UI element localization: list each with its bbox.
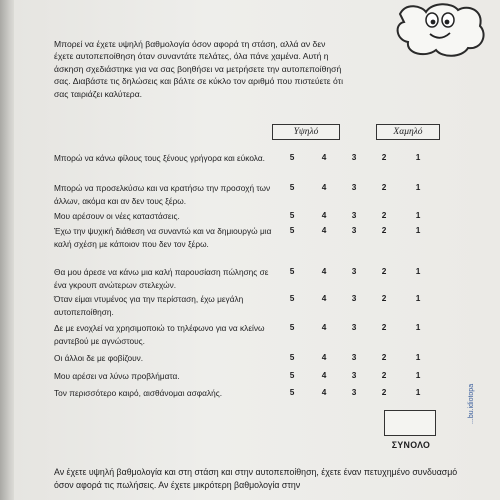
score-3[interactable]: 3 <box>351 352 357 362</box>
statement-text: Τον περισσότερο καιρό, αισθάνομαι ασφαλής. <box>54 388 223 398</box>
statement-text: Μπορώ να προσελκύσω και να κρατήσω την προσοχή των άλλων, ακόμα και αν δεν τους ξέρω. <box>54 183 271 206</box>
score-5[interactable]: 5 <box>289 370 295 380</box>
intro-paragraph: Μπορεί να έχετε υψηλή βαθμολογία όσον αφορά τη στάση, αλλά αν δεν έχετε αυτοπεποίθηση όταν συναντάτε πελάτες, όλα πάνε χαμένα. Αυτή η άσκηση σχεδιάστηκε για να σας βοηθήσει να μετρήσετε την αυτοπεποίθησή σας. Διαβάστε τις δηλώσεις και βάλτε σε κύκλο τον αριθμό που πιστεύετε ότι σας ταιριάζει καλύτερα. <box>54 39 343 99</box>
score-5[interactable]: 5 <box>289 225 295 235</box>
statement-text: Όταν είμαι ντυμένος για την περίσταση, έχω μεγάλη αυτοπεποίθηση. <box>54 294 244 317</box>
score-2[interactable]: 2 <box>381 266 387 276</box>
score-1[interactable]: 1 <box>415 266 421 276</box>
score-5[interactable]: 5 <box>289 387 295 397</box>
score-1[interactable]: 1 <box>415 352 421 362</box>
score-5[interactable]: 5 <box>289 352 295 362</box>
score-5[interactable]: 5 <box>289 210 295 220</box>
cloud-mascot-icon <box>392 0 492 62</box>
score-5[interactable]: 5 <box>289 293 295 303</box>
score-2[interactable]: 2 <box>381 322 387 332</box>
footer-paragraph: Αν έχετε υψηλή βαθμολογία και στη στάση και στην αυτοπεποίθηση, έχετε έναν πετυχημένο συνδυασμό όσον αφορά τις πωλήσεις. Αν έχετε μικρότερη βαθμολογία στην <box>54 467 458 490</box>
total-label: ΣΥΝΟΛΟ <box>391 440 431 450</box>
score-3[interactable]: 3 <box>351 225 357 235</box>
score-2[interactable]: 2 <box>381 293 387 303</box>
score-2[interactable]: 2 <box>381 210 387 220</box>
scale-high-header: Υψηλό <box>272 124 340 140</box>
statement-text: Μου αρέσουν οι νέες καταστάσεις. <box>54 211 180 221</box>
score-1[interactable]: 1 <box>415 387 421 397</box>
score-4[interactable]: 4 <box>321 322 327 332</box>
score-4[interactable]: 4 <box>321 225 327 235</box>
score-2[interactable]: 2 <box>381 370 387 380</box>
side-handwritten-note: ...bu.idiotopa <box>468 383 475 424</box>
statement-text: Οι άλλοι δε με φοβίζουν. <box>54 353 144 363</box>
score-5[interactable]: 5 <box>289 152 295 162</box>
score-1[interactable]: 1 <box>415 322 421 332</box>
score-1[interactable]: 1 <box>415 370 421 380</box>
score-2[interactable]: 2 <box>381 152 387 162</box>
score-3[interactable]: 3 <box>351 322 357 332</box>
score-2[interactable]: 2 <box>381 182 387 192</box>
score-3[interactable]: 3 <box>351 210 357 220</box>
score-5[interactable]: 5 <box>289 266 295 276</box>
statement-text: Μπορώ να κάνω φίλους τους ξένους γρήγορα και εύκολα. <box>54 153 265 163</box>
score-1[interactable]: 1 <box>415 210 421 220</box>
score-1[interactable]: 1 <box>415 293 421 303</box>
score-3[interactable]: 3 <box>351 370 357 380</box>
score-3[interactable]: 3 <box>351 266 357 276</box>
score-4[interactable]: 4 <box>321 370 327 380</box>
score-3[interactable]: 3 <box>351 152 357 162</box>
score-5[interactable]: 5 <box>289 182 295 192</box>
score-4[interactable]: 4 <box>321 387 327 397</box>
statement-text: Δε με ενοχλεί να χρησιμοποιώ το τηλέφωνο για να κλείνω ραντεβού με αγνώστους. <box>54 323 265 346</box>
score-5[interactable]: 5 <box>289 322 295 332</box>
scale-low-header: Χαμηλό <box>376 124 440 140</box>
score-2[interactable]: 2 <box>381 387 387 397</box>
score-4[interactable]: 4 <box>321 266 327 276</box>
score-4[interactable]: 4 <box>321 352 327 362</box>
score-3[interactable]: 3 <box>351 293 357 303</box>
total-score-box[interactable] <box>384 410 436 436</box>
statement-text: Έχω την ψυχική διάθεση να συναντώ και να δημιουργώ μια καλή σχέση με κάποιον που δεν τον ξέρω. <box>54 226 272 249</box>
score-4[interactable]: 4 <box>321 152 327 162</box>
score-2[interactable]: 2 <box>381 352 387 362</box>
book-binding-shadow <box>0 0 14 500</box>
score-2[interactable]: 2 <box>381 225 387 235</box>
score-4[interactable]: 4 <box>321 210 327 220</box>
score-1[interactable]: 1 <box>415 182 421 192</box>
score-4[interactable]: 4 <box>321 293 327 303</box>
statement-text: Θα μου άρεσε να κάνω μια καλή παρουσίαση πώλησης σε ένα γκρουπ ανώτερων στελεχών. <box>54 267 269 290</box>
score-4[interactable]: 4 <box>321 182 327 192</box>
score-3[interactable]: 3 <box>351 387 357 397</box>
statement-text: Μου αρέσει να λύνω προβλήματα. <box>54 371 180 381</box>
score-1[interactable]: 1 <box>415 225 421 235</box>
score-1[interactable]: 1 <box>415 152 421 162</box>
score-3[interactable]: 3 <box>351 182 357 192</box>
